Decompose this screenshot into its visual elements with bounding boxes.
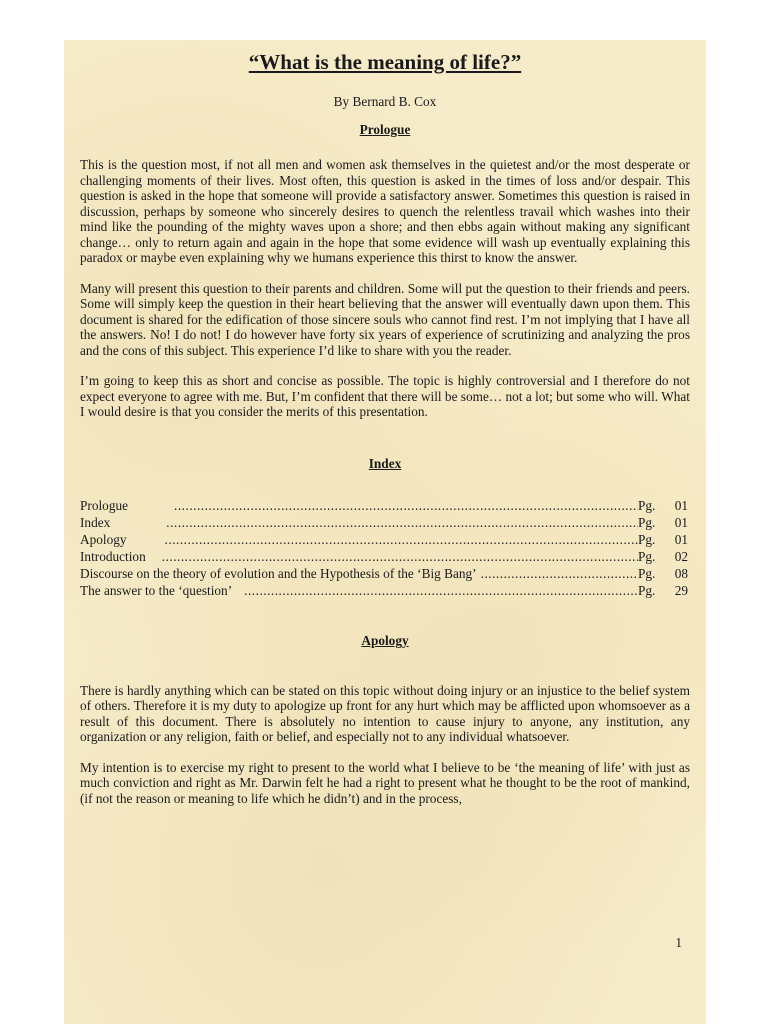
- index-leader-dots: [128, 498, 638, 514]
- apology-heading: Apology: [361, 633, 409, 648]
- author-line: By Bernard B. Cox: [333, 94, 437, 109]
- apology-paragraph-1: There is hardly anything which can be stated on this topic without doing injury or an injustice to the belief system of others. Therefore it is my duty to apologize up front for any hurt which may be afflicted upon whomsoever as a result of this document. There is absolutely no intention to cause injury to anyone, any institution, any organization or any religion, faith or belief, and especially not to any individual whatsoever.: [80, 682, 690, 744]
- index-entry: [80, 583, 690, 600]
- index-entry-pg: Pg.: [638, 498, 656, 513]
- page-number: 1: [675, 935, 682, 950]
- index-entry-label: The answer to the ‘question’: [80, 583, 233, 598]
- index-entry-pg: Pg.: [638, 532, 656, 547]
- index-entry-page-number: 29: [674, 583, 688, 598]
- index-entry-label: Prologue: [80, 498, 129, 513]
- document-content: [80, 48, 690, 806]
- index-leader-dots: [110, 515, 638, 531]
- index-entry-page-number: 01: [674, 515, 688, 530]
- index-leader-dots: [232, 583, 638, 599]
- prologue-paragraph-1: This is the question most, if not all men and women ask themselves in the quietest and/or the most desperate or challenging moments of their lives. Most often, this question is asked in the times of loss and/or despair. This question is asked in the hope that someone will provide a satisfactory answer. Sometimes this question is raised in discussion, perhaps by someone who sincerely desires to quench the relentless travail which washes into their mind like the pounding of the mighty waves upon a shore; and then ebbs again without making any significant change… only to return again and again in the hope that some evidence will wash up eventually explaining this paradox or maybe even explaining why we humans experience this thirst to know the answer.: [80, 157, 690, 265]
- index-entry-pg: Pg.: [638, 549, 656, 564]
- index-table: [80, 498, 690, 600]
- index-entry: [80, 549, 690, 566]
- index-entry-label: Index: [80, 515, 111, 530]
- document-title: “What is the meaning of life?”: [248, 50, 522, 74]
- index-leader-dots: [127, 532, 638, 548]
- index-entry-pg: Pg.: [638, 515, 656, 530]
- index-entry-pg: Pg.: [638, 583, 656, 598]
- prologue-paragraph-2: Many will present this question to their parents and children. Some will put the question to their friends and peers. Some will simply keep the question in their heart believing that the answer will eventually dawn upon them. This document is shared for the edification of those sincere souls who cannot find rest. I’m not implying that I have all the answers. No! I do not! I do however have forty six years of experience of scrutinizing and analyzing the pros and the cons of this subject. This experience I’d like to share with you the reader.: [80, 280, 690, 358]
- index-entry-page-number: 01: [674, 532, 688, 547]
- index-entry-pg: Pg.: [638, 566, 656, 581]
- apology-paragraph-2: My intention is to exercise my right to present to the world what I believe to be ‘the meaning of life’ with just as much conviction and right as Mr. Darwin felt he had a right to present what he thought to be the root of mankind, (if not the reason or meaning to life which he didn’t) and in the process,: [80, 759, 690, 806]
- index-entry: [80, 532, 690, 549]
- index-entry-page-number: 02: [674, 549, 688, 564]
- index-entry-label: Apology: [80, 532, 127, 547]
- index-entry: [80, 498, 690, 515]
- index-entry-page-number: 08: [674, 566, 688, 581]
- index-entry-page-number: 01: [674, 498, 688, 513]
- index-entry: [80, 515, 690, 532]
- index-leader-dots: [477, 566, 638, 582]
- index-heading: Index: [368, 455, 402, 471]
- prologue-paragraph-3: I’m going to keep this as short and concise as possible. The topic is highly controversial and I therefore do not expect everyone to agree with me. But, I’m confident that there will be some… not a lot; but some who will. What I would desire is that you consider the merits of this presentation.: [80, 373, 690, 419]
- prologue-heading: Prologue: [359, 121, 411, 137]
- index-entry: [80, 566, 690, 583]
- index-entry-label: Discourse on the theory of evolution and the Hypothesis of the ‘Big Bang’: [80, 566, 477, 581]
- index-entry-label: Introduction: [80, 549, 146, 564]
- index-leader-dots: [146, 549, 638, 565]
- document-page: [64, 40, 706, 1024]
